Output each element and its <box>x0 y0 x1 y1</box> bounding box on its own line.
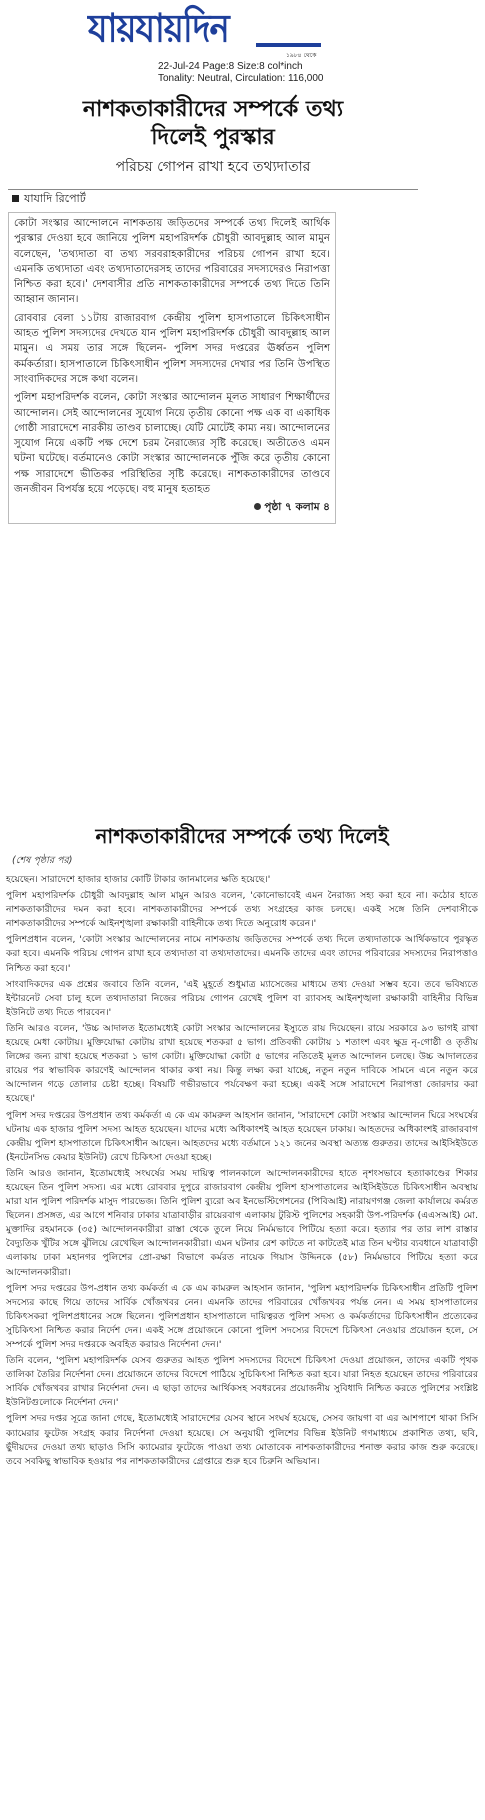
continuation-paragraph: পুলিশপ্রধান বলেন, 'কোটা সংস্কার আন্দোলনের নামে নাশকতায় জড়িতদের সম্পর্কে তথ্য দিলে তথ্যদাতাকে আর্থিকভাবে পুরস্কৃত করা হবে। এমনকি পরিচয় গোপন রাখা হবে তথ্যদাতা বা তথ্যদাতাদের। এমনকি তাদের এবং তাদের পরিবারের সদস্যদের নিরাপত্তাও নিশ্চিত করা হবে।' <box>6 934 478 974</box>
article-paragraph: পুলিশ মহাপরিদর্শক বলেন, কোটা সংস্কার আন্দোলন মূলত সাধারণ শিক্ষার্থীদের আন্দোলন। সেই আন্দোলনের সুযোগ নিয়ে তৃতীয় কোনো পক্ষ এক বা একাধিক গোষ্ঠী সারাদেশে নারকীয় তাণ্ডব চালাচ্ছে। যেটি মোটেই কাম্য নয়। আন্দোলনের সুযোগ নিয়ে একটি পক্ষ দেশে চরম নৈরাজ্যের সৃষ্টি করেছে। অতীতেও এমন ঘটনা ঘটেছে। বর্তমানেও কোটা সংস্কার আন্দোলনকে পুঁজি করে তৃতীয় কোনো পক্ষ সারাদেশে ভীতিকর পরিস্থিতির সৃষ্টি করেছে। নাশকতাকারীদের তাণ্ডবে জনজীবন বিপর্যস্ত হয়ে পড়েছে। বহু মানুষ হতাহত <box>14 392 330 496</box>
continuation-paragraph: পুলিশ সদর দপ্তর সূত্রে জানা গেছে, ইতোমধ্যেই সারাদেশের যেসব স্থানে সংঘর্ষ হয়েছে, সেসব জায়গা বা এর আশপাশে থাকা সিসি ক্যামেরার ফুটেজ সংগ্রহ করার নির্দেশনা দেওয়া হয়েছে। সে অনুযায়ী পুলিশের বিভিন্ন ইউনিট গণমাধ্যমে প্রকাশিত তথ্য, ছবি, ছুঁদীয়দের দেওয়া তথ্য ছাড়াও সিসি ক্যামেরার ফুটেজে পাওয়া তথ্য মোতাবেক নাশকতাকারীদের শনাক্ত করার কাজ শুরু করেছে। তবে সবকিছু স্বাভাবিক হওয়ার পর নাশকতাকারীদের গ্রেপ্তারে শুরু হবে চিরুনি অভিযান। <box>6 1413 478 1467</box>
bullet-icon <box>254 503 261 510</box>
article-continuation <box>6 822 478 1471</box>
continued-note <box>14 500 330 517</box>
article-body <box>8 212 336 524</box>
masthead-underline <box>256 43 321 47</box>
continuation-paragraph: হয়েছেন। সারাদেশে হাজার হাজার কোটি টাকার জানমালের ক্ষতি হয়েছে।' <box>6 874 271 885</box>
continuation-paragraph: তিনি আরও বলেন, 'উচ্চ আদালত ইতোমধ্যেই কোটা সংস্কার আন্দোলনের ইস্যুতে রায় দিয়েছেন। রায়ে সরকারে ৯৩ ভাগই রাখা হয়েছে মেধা কোটায়। মুক্তিযোদ্ধা কোটায় রাখা হয়েছে শতকরা ৫ ভাগ। প্রতিবন্ধী কোটায় ১ শতাংশ এবং ক্ষুদ্র নৃ-গোষ্ঠী ও তৃতীয় লিঙ্গের জন্য রাখা হয়েছে শতকরা ১ ভাগ কোটা। মুক্তিযোদ্ধা কোটা ৫ ভাগের নতিতেই মূলত আন্দোলন চলছে। উচ্চ আদালতের রায়ের পর স্বাভাবিক কারণেই আন্দোলন থাকার কথা নয়। কিন্তু লক্ষ্য করা যাচ্ছে, নতুন নতুন দাবিকে সামনে এনে নতুন করে আন্দোলন গড়ে তোলার চেষ্টা হচ্ছে। বিষয়টি গভীরভাবে পর্যবেক্ষণ করা হচ্ছে। একই সঙ্গে সারাদেশে নিরাপত্তা জোরদার করা হয়েছে।' <box>6 1022 478 1105</box>
continuation-paragraph: পুলিশ সদর দপ্তরের উপপ্রধান তথ্য কর্মকর্তা এ কে এম কামরুল আহসান জানান, 'সারাদেশে কোটা সংস্কার আন্দোলন ঘিরে সংঘর্ষের ঘটনায় এক হাজার পুলিশ সদস্য আহত হয়েছেন। যাদের মধ্যে অধিকাংশই আহত হয়েছেন ঢাকায়। আহতদের অধিকাংশই রাজারবাগ কেন্দ্রীয় পুলিশ হাসপাতালে চিকিৎসাধীন আছেন। আহতদের মধ্যে বর্তমানে ১২১ জনের অবস্থা অত্যন্ত গুরুতর। তাদের আইসিইউতে (ইনটেনসিভ কেয়ার ইউনিট) রেখে চিকিৎসা দেওয়া হচ্ছে। <box>6 1109 478 1163</box>
masthead-tagline: ১৯৮৪ থেকে <box>286 52 317 59</box>
reporter-byline <box>8 189 418 208</box>
meta-line-page-size: 22-Jul-24 Page:8 Size:8 col*inch <box>158 61 303 72</box>
byline-square-icon <box>12 195 19 202</box>
article-main <box>8 90 418 524</box>
article-subhead: পরিচয় গোপন রাখা হবে তথ্যদাতার <box>115 159 311 175</box>
article-paragraph: কোটা সংস্কার আন্দোলনে নাশকতায় জড়িতদের সম্পর্কে তথ্য দিলেই আর্থিক পুরস্কার দেওয়া হবে জানিয়ে পুলিশ মহাপরিদর্শক চৌধুরী আবদুল্লাহ আল মামুন বলেছেন, 'তথ্যদাতা বা তথ্য সরবরাহকারীদের পরিচয় গোপন রাখা হবে। এমনকি তথ্যদাতা এবং তথ্যদাতাদেরসহ তাদের পরিবারের সদস্যদেরও নিরাপত্তা নিশ্চিত করা হবে।' দেশবাসীর প্রতি নাশকতাকারীদের সম্পর্কে তথ্য দিতে তিনি আহ্বান জানান। <box>14 218 330 306</box>
continuation-paragraph: পুলিশ মহাপরিদর্শক চৌধুরী আবদুল্লাহ আল মামুন আরও বলেন, 'কোনোভাবেই এমন নৈরাজ্য সহ্য করা হবে না। কঠোর হাতে নাশকতাকারীদের দমন করা হবে। নাশকতাকারীদের সম্পর্কে তথ্য সংগ্রহের কাজ চলছে। একই সঙ্গে তিনি দেশবাসীকে নাশকতাকারীদের সম্পর্কে আইনশৃঙ্খলা রক্ষাকারী বাহিনীকে তথ্য দিতে অনুরোধ করেন।' <box>6 890 478 930</box>
meta-line-tonality: Tonality: Neutral, Circulation: 116,000 <box>158 73 324 84</box>
continued-from-note: (শেষ পৃষ্ঠার পর) <box>12 855 73 866</box>
continuation-headline: নাশকতাকারীদের সম্পর্কে তথ্য দিলেই <box>95 824 389 848</box>
article-paragraph: রোববার বেলা ১১টায় রাজারবাগ কেন্দ্রীয় পুলিশ হাসপাতালে চিকিৎসাধীন আহত পুলিশ সদস্যদের দেখতে যান পুলিশ মহাপরিদর্শক চৌধুরী আবদুল্লাহ আল মামুন। এ সময় তার সঙ্গে ছিলেন- পুলিশ সদর দপ্তরের ঊর্ধ্বতন পুলিশ কর্মকর্তারা। হাসপাতালে চিকিৎসাধীন পুলিশ সদস্যদের দেখার পর তিনি উপস্থিত সাংবাদিকদের সঙ্গে কথা বলেন। <box>14 312 330 385</box>
clipping-meta <box>158 61 378 85</box>
continuation-body <box>6 873 478 1469</box>
continued-page-ref: পৃষ্ঠা ৭ কলাম ৪ <box>264 501 330 514</box>
masthead <box>88 6 328 58</box>
continuation-paragraph: পুলিশ সদর দপ্তরের উপ-প্রধান তথ্য কর্মকর্তা এ কে এম কামরুল আহসান জানান, 'পুলিশ মহাপরিদর্শক চিকিৎসাধীন প্রতিটি পুলিশ সদস্যের কাছে গিয়ে তাদের সার্বিক খোঁজখবর নেন। এমনকি তাদের পরিবারের খোঁজখবর পর্যন্ত নেন। এ সময় হাসপাতালের চিকিৎসকরা পুলিশপ্রধানের সঙ্গে ছিলেন। পুলিশপ্রধান হাসপাতালে দায়িত্বরত পুলিশ সদস্য ও কর্মকর্তাদের চিকিৎসাধীন প্রত্যেকের সুচিকিৎসা নিশ্চিত করার নির্দেশ দেন। একই সঙ্গে প্রয়োজনে কোনো পুলিশ সদস্যের বিদেশে চিকিৎসা নেওয়ার প্রয়োজন হলে, সে সম্পর্কে পুলিশ সদর দপ্তরকে অবহিত করারও নির্দেশনা দেন।' <box>6 1282 478 1350</box>
article-headline: নাশকতাকারীদের সম্পর্কে তথ্য দিলেই পুরস্কার <box>82 97 344 150</box>
continuation-paragraph: সাংবাদিকদের এক প্রশ্নের জবাবে তিনি বলেন, 'এই মুহূর্তে শুধুমাত্র ম্যাসেজের মাধ্যমে তথ্য দেওয়া সম্ভব হবে। তবে ভবিষ্যতে ইন্টারনেট সেবা চালু হলে তথ্যদাতারা নিজের পরিচয় গোপন রেখেই পুলিশ বা র‌্যাবসহ আইনশৃঙ্খলা রক্ষাকারী বাহিনীর বিভিন্ন ইউনিটে তথ্য দিতে পারবেন।' <box>6 978 478 1018</box>
continuation-paragraph: তিনি আরও জানান, ইতোমধ্যেই সংঘর্ষের সময় দায়িত্ব পালনকালে আন্দোলনকারীদের হাতে নৃশংসভাবে হত্যাকাণ্ডের শিকার হয়েছেন তিন পুলিশ সদস্য। এর মধ্যে রোববার দুপুরে রাজারবাগ কেন্দ্রীয় পুলিশ হাসপাতালের আইসিইউতে চিকিৎসাধীন অবস্থায় মারা যান পুলিশ পরিদর্শক মাসুদ পারভেজ। তিনি পুলিশ ব্যুরো অব ইনভেস্টিগেশনের (পিবিআই) নারায়ণগঞ্জ জেলা কার্যালয়ে কর্মরত ছিলেন। প্রসঙ্গত, এর আগে শনিবার ঢাকার যাত্রাবাড়ীর রায়েরবাগ এলাকায় টুরিস্ট পুলিশের সহকারী উপ-পরিদর্শক (এএসআই) মো. মুক্তাদির রহমানকে (৩৫) আন্দোলনকারীরা রাস্তা থেকে তুলে নিয়ে নির্মমভাবে পিটিয়ে হত্যা করে। হত্যার পর তার লাশ রাস্তার বৈদ্যুতিক খুঁটির সঙ্গে ঝুঁলিয়ে রেখেছিল আন্দোলনকারীরা। এমন ঘটনার রেশ কাটতে না কাটতেই মাত্র তিন ঘণ্টার ব্যবধানে যাত্রাবাড়ী এলাকায় ঢাকা মহানগর পুলিশের প্রো-রক্ষা বিভাগে কর্মরত নায়েক গিয়াস উদ্দিনকে (৫৮) নির্মমভাবে পিটিয়ে হত্যা করে আন্দোলনকারীরা। <box>6 1167 478 1278</box>
masthead-logo: যায়যায়দিন <box>88 6 229 52</box>
continuation-paragraph: তিনি বলেন, 'পুলিশ মহাপরিদর্শক যেসব গুরুতর আহত পুলিশ সদস্যদের বিদেশে চিকিৎসা দেওয়া প্রয়োজন, তাদের একটি পৃথক তালিকা তৈরির নির্দেশনা দেন। প্রয়োজনে তাদের বিদেশে পাঠিয়ে সুচিকিৎসা নিশ্চিত করা হবে। যারা নিহত হয়েছেন তাদের পরিবারের সার্বিক খোঁজখবর রাখার নির্দেশনা দেন। এ ছাড়া তাদের আর্থিকসহ সবধরনের প্রয়োজনীয় সুবিধাদি নিশ্চিত করতে পুলিশের সংশ্লিষ্ট ইউনিটগুলোকে নির্দেশনা দেন।' <box>6 1355 478 1409</box>
reporter-name: যাযাদি রিপোর্ট <box>24 192 86 205</box>
